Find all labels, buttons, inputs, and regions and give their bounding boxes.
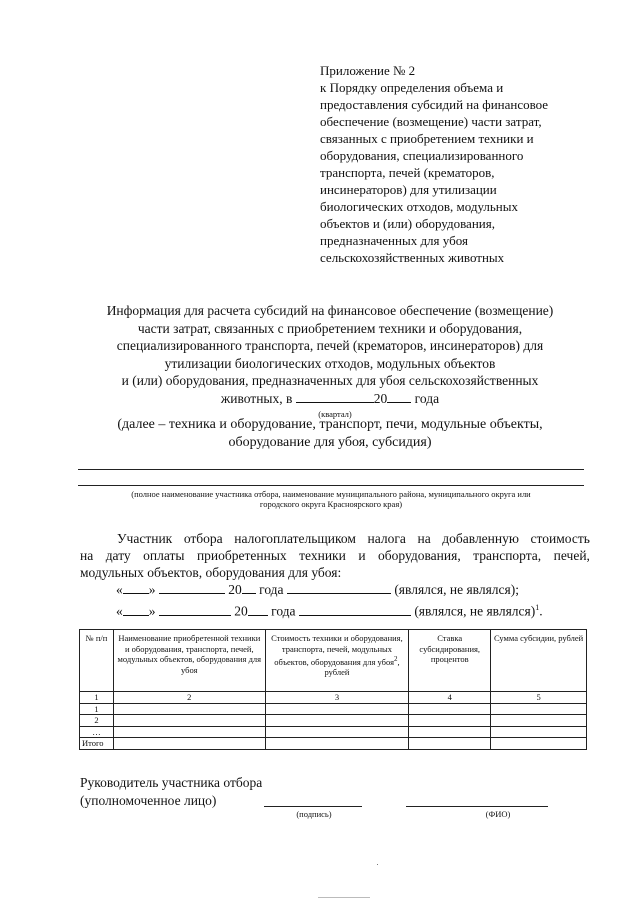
vat-line-3-text: модульных объектов, оборудования для убоя: [80, 565, 342, 580]
word: стоимость [530, 531, 590, 546]
column-number: 3 [265, 692, 409, 704]
year-blank[interactable] [387, 390, 411, 403]
title-line: специализированного транспорта, печей (крематоров, инсинераторов) для [116, 338, 544, 353]
word: на [80, 548, 94, 563]
quarter-blank[interactable] [296, 390, 374, 403]
status-text: (являлся, не являлся) [394, 582, 516, 597]
annex-line: объектов и (или) оборудования, [320, 216, 495, 231]
footnote-mark: 2 [394, 655, 398, 663]
annex-line: сельскохозяйственных животных [320, 250, 505, 265]
table-cell[interactable] [113, 726, 265, 738]
quarter-label: (квартал) [318, 409, 352, 419]
caption-line: (полное наименование участника отбора, наименование муниципального района, муниципального округа или [131, 489, 531, 499]
table-total-row [80, 738, 587, 750]
word: отбора [183, 531, 223, 546]
word: оплаты [143, 548, 185, 563]
footnote-mark: 1 [535, 603, 540, 612]
period-suffix: года [414, 390, 440, 406]
title-line: и (или) оборудования, предназначенных для убоя сельскохозяйственных [121, 373, 539, 388]
column-number: 4 [409, 692, 491, 704]
annex-line: транспорта, печей (крематоров, [320, 165, 495, 180]
annex-line: Приложение № 2 [320, 63, 416, 78]
header-name: Наименование приобретенной техники и оборудования, транспорта, печей, модульных объектов, оборудования для убоя [113, 630, 265, 692]
line-end: ; [515, 582, 519, 597]
table-cell[interactable] [265, 715, 409, 727]
word: добавленную [442, 531, 519, 546]
word: транспорта, [473, 548, 542, 563]
annex-line: оборудования, специализированного [320, 148, 524, 163]
table-cell[interactable] [265, 726, 409, 738]
annex-line: к Порядку определения объема и [320, 80, 504, 95]
annex-line: обеспечение (возмещение) части затрат, [320, 114, 542, 129]
name-label: (ФИО) [485, 809, 511, 819]
day-blank[interactable] [123, 603, 149, 616]
table-cell[interactable] [491, 715, 587, 727]
table-cell[interactable] [113, 738, 265, 750]
header-cost-text: Стоимость техники и оборудования, транспорта, печей, модульных объектов, оборудования для убоя [271, 633, 403, 667]
table-cell[interactable] [265, 738, 409, 750]
annex-line: инсинераторов) для утилизации [320, 182, 497, 197]
quote-close: » [148, 603, 156, 619]
title-period-line [70, 390, 590, 408]
table-cell[interactable] [491, 726, 587, 738]
scan-edge-mark [318, 897, 370, 898]
table-cell[interactable] [491, 703, 587, 715]
signature-role: Руководитель участника отбора [80, 775, 263, 790]
header-rate: Ставка субсидирования, процентов [409, 630, 491, 692]
table-cell[interactable] [409, 715, 491, 727]
word: приобретенных [196, 548, 287, 563]
quote-close: » [148, 582, 156, 597]
year-word: года [271, 603, 296, 619]
table-cell[interactable] [409, 703, 491, 715]
word: оборудования, [378, 548, 461, 563]
month-blank[interactable] [159, 581, 225, 594]
header-number: № п/п [80, 630, 114, 692]
word: техники [299, 548, 346, 563]
title-note-line: оборудование для убоя, субсидия) [228, 434, 432, 450]
quote-open: « [116, 582, 123, 597]
status-text: (являлся, не являлся) [414, 603, 536, 619]
header-cost-unit: , рублей [324, 656, 400, 678]
name-line[interactable] [406, 806, 548, 807]
annex-line: предназначенных для убоя [320, 233, 468, 248]
annex-line: связанных с приобретением техники и [320, 131, 534, 146]
table-cell[interactable] [265, 703, 409, 715]
word: налогоплательщиком [234, 531, 356, 546]
participant-caption [78, 489, 584, 509]
word: дату [105, 548, 131, 563]
table-row [80, 692, 587, 704]
word: налога [367, 531, 406, 546]
month-blank[interactable] [159, 603, 231, 616]
year-prefix: 20 [228, 582, 242, 597]
table-row [80, 703, 587, 715]
column-number: 5 [491, 692, 587, 704]
subsidy-table [79, 629, 587, 750]
title-note-line: (далее – техника и оборудование, транспорт, печи, модульные объекты, [117, 417, 543, 432]
period-year-prefix: 20 [373, 390, 388, 406]
caption-line: городского округа Красноярского края) [259, 499, 403, 509]
year-word: года [259, 582, 284, 597]
title-line: Информация для расчета субсидий на финансовое обеспечение (возмещение) [106, 303, 554, 318]
signature-role-note: (уполномоченное лицо) [80, 793, 217, 808]
table-cell[interactable] [113, 703, 265, 715]
vat-line-3 [80, 564, 590, 581]
day-blank[interactable] [123, 581, 149, 594]
title-line: части затрат, связанных с приобретением техники и оборудования, [137, 320, 523, 336]
table-header-row [80, 630, 587, 692]
column-number: 2 [113, 692, 265, 704]
table-cell[interactable] [409, 738, 491, 750]
scan-speck [377, 864, 378, 865]
year-blank[interactable] [242, 581, 256, 594]
annex-header [320, 62, 620, 266]
vat-line-1 [80, 530, 590, 547]
word: на [417, 531, 431, 546]
total-label: Итого [80, 738, 114, 750]
table-cell[interactable] [491, 738, 587, 750]
table-row [80, 715, 587, 727]
title-line: утилизации биологических отходов, модульных объектов [164, 355, 496, 371]
period-prefix: животных, в [220, 390, 293, 406]
year-prefix: 20 [234, 603, 248, 619]
participant-name-line[interactable] [78, 469, 584, 470]
signature-label: (подпись) [296, 809, 332, 819]
vat-paragraph [80, 530, 590, 581]
word: печей, [553, 548, 590, 563]
header-cost [265, 630, 409, 692]
annex-line: предоставления субсидий на финансовое [320, 97, 549, 112]
participant-name-line-2[interactable] [78, 485, 584, 486]
word: и [358, 548, 366, 563]
vat-date-line-1 [116, 581, 519, 598]
row-label: 1 [80, 703, 114, 715]
table-cell[interactable] [113, 715, 265, 727]
vat-date-line-2 [116, 599, 543, 620]
signature-line[interactable] [264, 806, 362, 807]
year-blank[interactable] [248, 603, 268, 616]
status-blank[interactable] [299, 603, 411, 616]
table-cell[interactable] [409, 726, 491, 738]
vat-line-2 [80, 547, 590, 564]
row-label: 2 [80, 715, 114, 727]
status-blank[interactable] [287, 581, 391, 594]
document-title [70, 302, 590, 451]
annex-line: биологических отходов, модульных [320, 199, 518, 214]
table-row [80, 726, 587, 738]
word: Участник [117, 531, 173, 546]
line-end: . [539, 603, 543, 619]
quote-open: « [116, 603, 123, 619]
column-number: 1 [80, 692, 114, 704]
header-sum: Сумма субсидии, рублей [491, 630, 587, 692]
row-label: … [80, 726, 114, 738]
